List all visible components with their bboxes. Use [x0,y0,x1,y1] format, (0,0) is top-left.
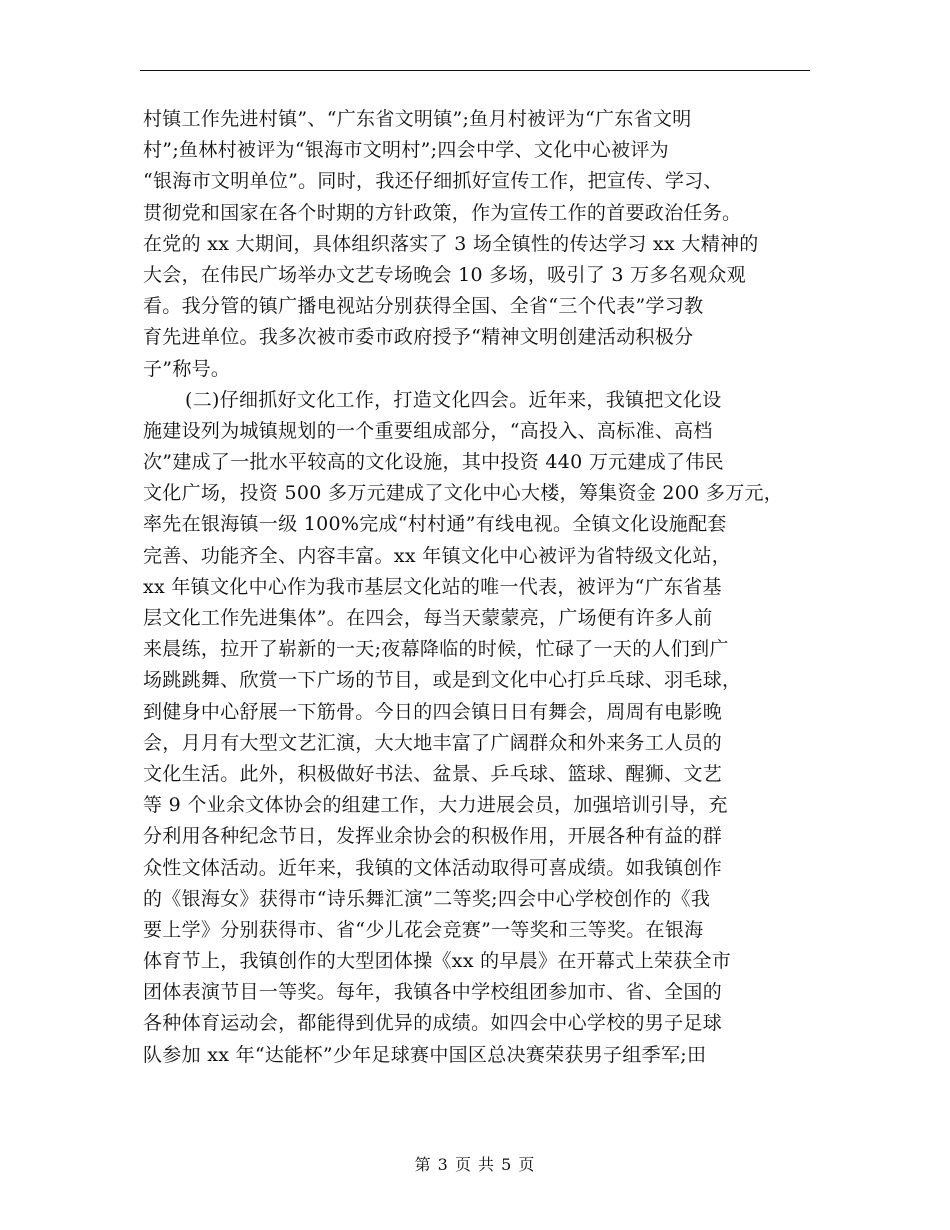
text-line: 要上学》分别获得市、省“少儿花会竞赛”一等奖和三等奖。在银海 [143,918,704,941]
text-line: 村”;鱼林村被评为“银海市文明村”;四会中学、文化中心被评为 [143,139,669,162]
text-line: 体育节上，我镇创作的大型团体操《xx 的早晨》在开幕式上荣获全市 [143,950,732,973]
text-line: 团体表演节目一等奖。每年，我镇各中学校组团参加市、省、全国的 [143,981,723,1004]
text-line: 村镇工作先进村镇”、“广东省文明镇”;鱼月村被评为“广东省文明 [143,108,692,130]
text-line: 率先在银海镇一级 100%完成“村村通”有线电视。全镇文化设施配套 [143,513,727,536]
text-line: 文化广场，投资 500 多万元建成了文化中心大楼，筹集资金 200 多万元， [143,482,784,505]
text-line: 施建设列为城镇规划的一个重要组成部分，“高投入、高标准、高档 [143,419,713,442]
text-line: 各种体育运动会，都能得到优异的成绩。如四会中心学校的男子足球 [143,1012,723,1035]
text-line: 分利用各种纪念节日，发挥业余协会的积极作用，开展各种有益的群 [143,825,723,848]
section-heading-line: (二)仔细抓好文化工作，打造文化四会。近年来，我镇把文化设 [185,388,722,411]
text-line: “银海市文明单位”。同时，我还仔细抓好宣传工作，把宣传、学习、 [143,170,723,193]
text-line: 子”称号。 [143,357,231,380]
text-line: 贯彻党和国家在各个时期的方针政策，作为宣传工作的首要政治任务。 [143,201,742,224]
text-line: 层文化工作先进集体”。在四会，每当天蒙蒙亮，广场便有许多人前 [143,607,713,629]
text-line: 等 9 个业余文体协会的组建工作，大力进展会员，加强培训引导，充 [143,794,728,817]
text-line: 会，月月有大型文艺汇演，大大地丰富了广阔群众和外来务工人员的 [143,731,723,754]
text-line: 在党的 xx 大期间，具体组织落实了 3 场全镇性的传达学习 xx 大精神的 [143,232,759,255]
text-line: 文化生活。此外，积极做好书法、盆景、乒乓球、篮球、醒狮、文艺 [143,762,723,785]
text-line: 来晨练，拉开了崭新的一天;夜幕降临的时候，忙碌了一天的人们到广 [143,638,729,661]
text-line: 次”建成了一批水平较高的文化设施，其中投资 440 万元建成了伟民 [143,451,724,474]
text-line: 场跳跳舞、欣赏一下广场的节目，或是到文化中心打乒乓球、羽毛球， [143,669,742,692]
text-line: 看。我分管的镇广播电视站分别获得全国、全省“三个代表”学习教 [143,295,704,318]
text-line: 到健身中心舒展一下筋骨。今日的四会镇日日有舞会，周周有电影晚 [143,700,723,723]
text-line: 大会，在伟民广场举办文艺专场晚会 10 多场，吸引了 3 万多名观众观 [143,263,746,286]
text-line: 队参加 xx 年“达能杯”少年足球赛中国区总决赛荣获男子组季军;田 [143,1043,707,1066]
text-line: 众性文体活动。近年来，我镇的文体活动取得可喜成绩。如我镇创作 [143,856,723,879]
text-line: 的《银海女》获得市“诗乐舞汇演”二等奖;四会中心学校创作的《我 [143,887,711,910]
text-line: xx 年镇文化中心作为我市基层文化站的唯一代表，被评为“广东省基 [143,575,722,598]
header-rule [140,70,810,71]
text-line: 完善、功能齐全、内容丰富。xx 年镇文化中心被评为省特级文化站， [143,544,732,567]
page-number-footer: 第 3 页 共 5 页 [414,1155,536,1174]
document-body [143,104,843,1071]
text-line: 育先进单位。我多次被市委市政府授予“精神文明创建活动积极分 [143,326,694,349]
